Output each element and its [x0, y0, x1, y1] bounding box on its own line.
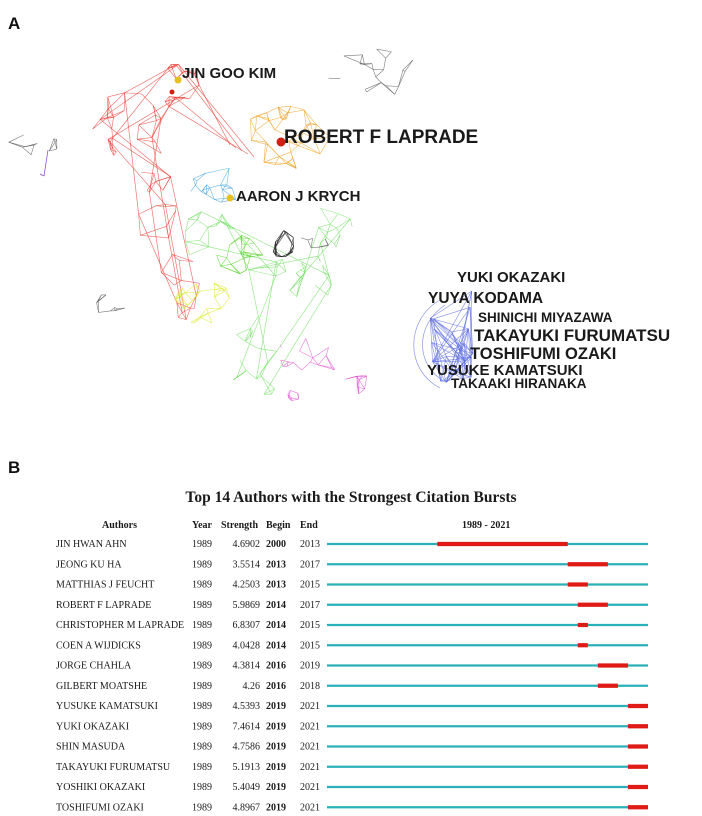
burst-row — [56, 600, 648, 611]
node-label-yuya-kodama: YUYA KODAMA — [428, 290, 544, 307]
yellow-cluster — [176, 283, 230, 323]
burst-table-title: Top 14 Authors with the Strongest Citation Bursts — [185, 489, 517, 506]
end-cell: 2018 — [300, 680, 320, 692]
strength-cell: 4.6902 — [232, 539, 260, 550]
strength-cell: 5.1913 — [232, 761, 260, 773]
burst-rows — [56, 539, 648, 813]
strength-cell: 3.5514 — [232, 559, 260, 571]
network-labels — [182, 65, 670, 391]
begin-cell: 2014 — [266, 640, 286, 652]
burst-row — [56, 661, 648, 672]
node-label-robert-f-laprade: ROBERT F LAPRADE — [284, 127, 479, 148]
burst-row — [56, 701, 648, 712]
burst-row — [56, 802, 648, 813]
year-cell: 1989 — [192, 802, 212, 814]
strength-cell: 4.7586 — [232, 741, 260, 753]
burst-row — [56, 580, 648, 591]
author-name: GILBERT MOATSHE — [56, 680, 148, 692]
node-label-aaron-j-krych: AARON J KRYCH — [236, 188, 361, 205]
node-label-takaaki-hiranaka: TAKAAKI HIRANAKA — [451, 376, 587, 391]
year-cell: 1989 — [192, 559, 212, 571]
begin-cell: 2016 — [266, 660, 286, 672]
begin-cell: 2019 — [266, 802, 286, 814]
strength-cell: 5.4049 — [232, 782, 260, 793]
year-cell: 1989 — [192, 579, 212, 591]
author-name: YUKI OKAZAKI — [56, 721, 130, 733]
begin-cell: 2019 — [266, 701, 286, 712]
column-header-range: 1989 - 2021 — [462, 520, 511, 531]
node-label-takayuki-furumatsu: TAKAYUKI FURUMATSU — [474, 326, 671, 345]
burst-row — [56, 742, 648, 753]
network-edges — [9, 49, 473, 400]
end-cell: 2021 — [300, 721, 320, 733]
year-cell: 1989 — [192, 741, 212, 753]
column-header-end: End — [300, 520, 318, 531]
green-mid-cluster — [249, 259, 332, 296]
author-name: JEONG KU HA — [56, 559, 122, 571]
strength-cell: 4.0428 — [232, 640, 260, 652]
burst-row — [56, 640, 648, 651]
red-mid-cluster — [93, 93, 162, 155]
end-cell: 2015 — [300, 579, 320, 591]
node-jin-goo-kim — [175, 77, 182, 84]
begin-cell: 2019 — [266, 741, 286, 753]
begin-cell: 2016 — [266, 680, 286, 692]
strength-cell: 5.9869 — [232, 599, 260, 611]
author-name: MATTHIAS J FEUCHT — [56, 579, 155, 591]
citation-burst-table — [0, 455, 702, 816]
end-cell: 2017 — [300, 599, 320, 611]
end-cell: 2021 — [300, 701, 320, 712]
begin-cell: 2014 — [266, 599, 286, 611]
node-label-shinichi-miyazawa: SHINICHI MIYAZAWA — [478, 310, 613, 325]
author-name: YOSHIKI OKAZAKI — [56, 782, 146, 793]
column-header-year: Year — [192, 520, 212, 531]
magenta-right-cluster — [345, 376, 367, 394]
begin-cell: 2014 — [266, 620, 286, 631]
node-jin-goo-kim-b — [170, 90, 175, 95]
panel-label-a: A — [8, 14, 21, 33]
gray-left-cluster — [9, 135, 57, 155]
begin-cell: 2019 — [266, 782, 286, 793]
end-cell: 2017 — [300, 559, 320, 571]
end-cell: 2021 — [300, 761, 320, 773]
strength-cell: 4.5393 — [232, 701, 260, 712]
column-header-authors: Authors — [102, 520, 138, 531]
node-label-yusuke-kamatsuki: YUSUKE KAMATSUKI — [427, 362, 583, 379]
year-cell: 1989 — [192, 620, 212, 631]
author-name: CHRISTOPHER M LAPRADE — [56, 620, 185, 631]
burst-row — [56, 539, 648, 550]
column-header-begin: Begin — [266, 520, 291, 531]
begin-cell: 2019 — [266, 761, 286, 773]
year-cell: 1989 — [192, 640, 212, 652]
strength-cell: 4.8967 — [232, 802, 260, 814]
end-cell: 2021 — [300, 741, 320, 753]
strength-cell: 4.2503 — [232, 579, 260, 591]
end-cell: 2015 — [300, 620, 320, 631]
gray-topright-cluster — [328, 49, 412, 94]
strength-cell: 6.8307 — [232, 620, 260, 631]
network-nodes — [170, 77, 286, 202]
author-name: SHIN MASUDA — [56, 741, 126, 753]
author-name: ROBERT F LAPRADE — [56, 599, 152, 611]
burst-row — [56, 762, 648, 773]
author-name: JORGE CHAHLA — [56, 660, 132, 672]
end-cell: 2021 — [300, 802, 320, 814]
gray-lower-cluster — [97, 295, 125, 313]
author-name: YUSUKE KAMATSUKI — [56, 701, 158, 712]
year-cell: 1989 — [192, 680, 212, 692]
year-cell: 1989 — [192, 701, 212, 712]
end-cell: 2019 — [300, 660, 320, 672]
burst-row — [56, 782, 648, 793]
year-cell: 1989 — [192, 599, 212, 611]
node-label-toshifumi-ozaki: TOSHIFUMI OZAKI — [470, 345, 617, 363]
burst-row — [56, 559, 648, 570]
end-cell: 2015 — [300, 640, 320, 652]
green-cluster — [186, 212, 234, 255]
author-name: COEN A WIJDICKS — [56, 640, 141, 652]
end-cell: 2021 — [300, 782, 320, 793]
strength-cell: 7.4614 — [232, 721, 260, 733]
strength-cell: 4.26 — [242, 680, 260, 692]
year-cell: 1989 — [192, 782, 212, 793]
green-low-cluster — [233, 317, 277, 395]
node-aaron-j-krych — [227, 195, 234, 202]
author-name: TOSHIFUMI OZAKI — [56, 802, 144, 814]
burst-row — [56, 721, 648, 732]
node-label-jin-goo-kim: JIN GOO KIM — [182, 65, 277, 82]
magenta-small-cluster — [288, 390, 299, 400]
panel-label-b: B — [8, 458, 21, 477]
strength-cell: 4.3814 — [232, 660, 260, 672]
begin-cell: 2013 — [266, 579, 286, 591]
burst-row — [56, 681, 648, 692]
begin-cell: 2000 — [266, 539, 286, 550]
begin-cell: 2013 — [266, 559, 286, 571]
column-header-strength: Strength — [221, 520, 259, 531]
burst-row — [56, 620, 648, 631]
begin-cell: 2019 — [266, 721, 286, 733]
end-cell: 2013 — [300, 539, 320, 550]
year-cell: 1989 — [192, 539, 212, 550]
year-cell: 1989 — [192, 721, 212, 733]
year-cell: 1989 — [192, 761, 212, 773]
year-cell: 1989 — [192, 660, 212, 672]
node-label-yuki-okazaki: YUKI OKAZAKI — [457, 269, 566, 286]
author-name: TAKAYUKI FURUMATSU — [56, 761, 171, 773]
author-name: JIN HWAN AHN — [56, 539, 127, 550]
burst-table-header — [102, 520, 510, 531]
